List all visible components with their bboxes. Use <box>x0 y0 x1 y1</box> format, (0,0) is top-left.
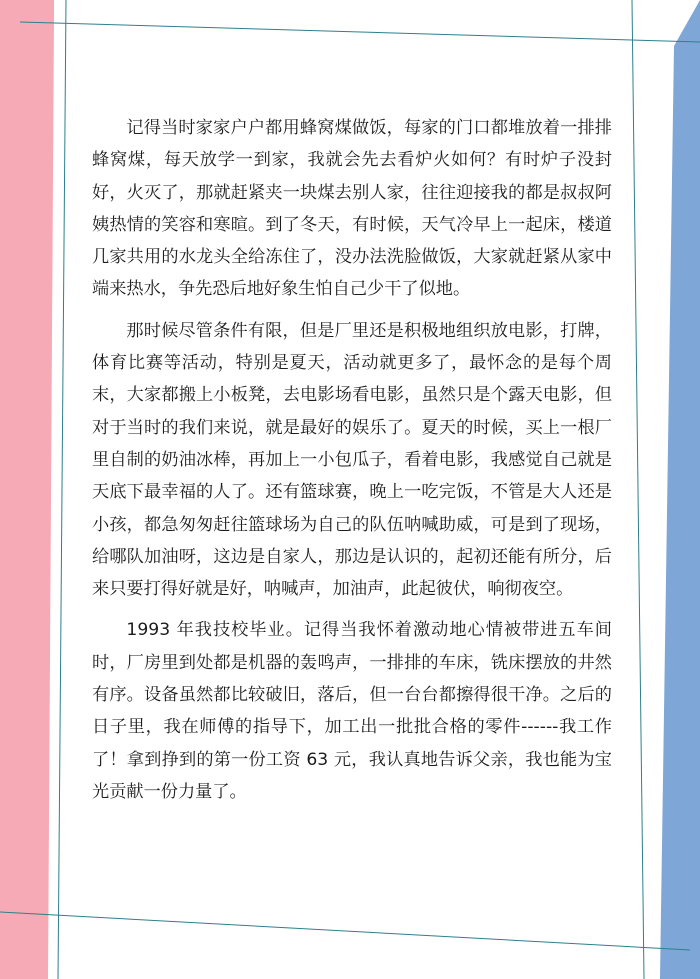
frame-line-left <box>58 0 66 979</box>
paragraph-2: 那时候尽管条件有限，但是厂里还是积极地组织放电影，打牌，体育比赛等活动，特别是夏天，活动就更多了，最怀念的是每个周末，大家都搬上小板凳，去电影场看电影，虽然只是个露天电影，但对于当时的我们来说，就是最好的娱乐了。夏天的时候，买上一根厂里自制的奶油冰棒，再加上一小包瓜子，看着电影，我感觉自己就是天底下最幸福的人了。还有篮球赛，晚上一吃完饭，不管是大人还是小孩，都急匆匆赶往篮球场为自己的队伍呐喊助威，可是到了现场，给哪队加油呀，这边是自家人，那边是认识的，起初还能有所分，后来只要打得好就是好，呐喊声，加油声，此起彼伏，响彻夜空。 <box>92 320 612 600</box>
frame-line-right <box>632 0 644 979</box>
body-text <box>92 112 612 817</box>
frame-line-top <box>20 22 700 42</box>
paragraph-1: 记得当时家家户户都用蜂窝煤做饭，每家的门口都堆放着一排排蜂窝煤，每天放学一到家，我就会先去看炉火如何？有时炉子没封好，火灭了，那就赶紧夹一块煤去别人家，往往迎接我的都是叔叔阿姨热情的笑容和寒暄。到了冬天，有时候，天气冷早上一起床，楼道几家共用的水龙头全给冻住了，没办法洗脸做饭，大家就赶紧从家中端来热水，争先恐后地好象生怕自己少干了似地。 <box>92 118 612 300</box>
frame-line-bottom <box>0 912 690 950</box>
paragraph-3: 1993 年我技校毕业。记得当我怀着激动地心情被带进五车间时，厂房里到处都是机器的轰鸣声，一排排的车床，铣床摆放的井然有序。设备虽然都比较破旧，落后，但一台台都擦得很干净。之后的日子里，我在师傅的指导下，加工出一批批合格的零件------我工作了！拿到挣到的第一份工资 63 元，我认真地告诉父亲，我也能为宝光贡献一份力量了。 <box>92 620 612 802</box>
